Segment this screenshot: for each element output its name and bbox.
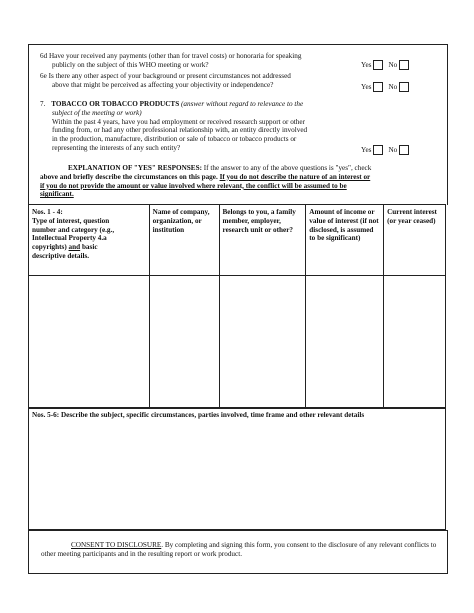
question-7-body-line1: Within the past 4 years, have you had employment or received research support or other (52, 117, 305, 126)
header-amount-of-income: Amount of income or value of interest (if not disclosed, is assumed to be significant) (306, 205, 384, 276)
no-label: No (388, 83, 398, 91)
header-col1-underlined: and (68, 243, 81, 252)
header-type-of-interest (29, 205, 150, 276)
question-7-heading (40, 100, 370, 109)
header-name-of-company: Name of company, organization, or institution (149, 205, 219, 276)
explanation-text-2: above and briefly describe the circumstances on this page. (40, 172, 220, 181)
explanation-text-1: If the answer to any of the above questions is "yes", check (201, 164, 372, 172)
header-col1-text: basic (80, 243, 98, 252)
yes-checkbox[interactable] (373, 145, 383, 155)
question-7-number: 7. (40, 100, 46, 108)
question-6d-answer (361, 60, 412, 70)
nos-5-6-label: Nos. 5-6: Describe the subject, specific circumstances, parties involved, time frame and other relevant details (32, 411, 365, 419)
table-cell[interactable] (219, 276, 306, 408)
header-col1-line: Type of interest, question (32, 216, 110, 225)
question-6e-text-line1: 6e Is there any other aspect of your background or present circumstances not addressed (40, 72, 291, 80)
explanation-paragraph (40, 164, 440, 199)
table-row (29, 276, 446, 408)
yes-label: Yes (361, 83, 372, 91)
question-7-body-line3: in the production, manufacture, distribution or sale of tobacco or tobacco products or (52, 135, 297, 144)
table-cell[interactable] (149, 276, 219, 408)
consent-box (28, 530, 448, 574)
question-6d-text-line2: publicly on the subject of this WHO meeting or work? (52, 60, 209, 69)
question-7-title: TOBACCO OR TOBACCO PRODUCTS (51, 100, 180, 108)
yes-checkbox[interactable] (373, 60, 383, 70)
header-current-interest: Current interest (or year ceased) (384, 205, 446, 276)
explanation-underlined-3: significant. (40, 190, 74, 199)
table-cell[interactable] (306, 276, 384, 408)
question-6d-text-line1: 6d Have your received any payments (other than for travel costs) or honoraria for speaking (40, 52, 302, 60)
consent-paragraph (41, 541, 441, 559)
header-col1-line: number and category (e.g., (32, 225, 115, 234)
question-7-body-line4: representing the interests of any such entity? (52, 143, 181, 152)
no-checkbox[interactable] (399, 82, 409, 92)
no-checkbox[interactable] (399, 60, 409, 70)
yes-checkbox[interactable] (373, 82, 383, 92)
explanation-underlined-1: If you do not describe the nature of an interest or (219, 172, 371, 181)
table-cell[interactable] (384, 276, 446, 408)
consent-text: . By completing and signing this form, you consent to the disclosure of any relevant conflicts to other meeting participants and in the resulting report or work product. (41, 541, 437, 558)
header-col1-line (32, 243, 146, 252)
header-col1-text: copyrights) (32, 243, 69, 252)
consent-title: CONSENT TO DISCLOSURE (71, 541, 162, 549)
yes-label: Yes (361, 146, 372, 154)
question-7 (40, 100, 370, 153)
no-label: No (388, 61, 398, 69)
nos-5-6-box[interactable] (28, 408, 446, 530)
header-belongs-to: Belongs to you, a family member, employer, research unit or other? (219, 205, 306, 276)
no-label: No (388, 146, 398, 154)
header-col1-title: Nos. 1 - 4: (32, 208, 63, 216)
yes-label: Yes (361, 61, 372, 69)
explanation-heading: EXPLANATION OF "YES" RESPONSES: (68, 164, 202, 172)
question-7-answer (361, 145, 412, 155)
question-7-subtitle-line2: subject of the meeting or work) (52, 108, 142, 117)
explanation-underlined-2: if you do not provide the amount or value involved where relevant, the conflict will be assumed to be (40, 181, 347, 190)
question-7-subtitle-line1: (answer without regard to relevance to the (180, 100, 304, 108)
question-6e-answer (361, 82, 412, 92)
no-checkbox[interactable] (399, 145, 409, 155)
question-6e (40, 72, 370, 90)
question-6d (40, 52, 370, 70)
question-7-body-line2: funding from, or had any other professional relationship with, an entity directly involved (52, 126, 308, 135)
question-6e-text-line2: above that might be perceived as affecting your objectivity or independence? (52, 80, 274, 89)
header-col1-line: descriptive details. (32, 251, 90, 260)
table-cell[interactable] (29, 276, 150, 408)
interests-table (28, 204, 446, 408)
header-col1-line: Intellectual Property 4.a (32, 234, 107, 243)
table-header-row (29, 205, 446, 276)
